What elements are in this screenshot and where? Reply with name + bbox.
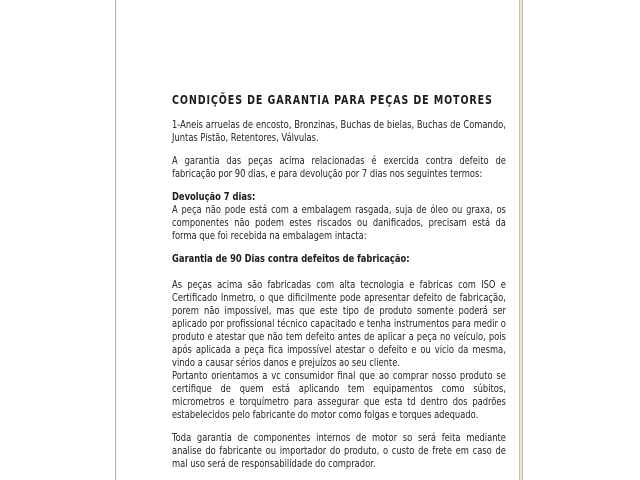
section-devolucao-paragraph: A peça não pode está com a embalagem rasgada, suja de óleo ou graxa, os componentes não podem estes riscados ou danificados, precisam está da forma que foi recebida na embalagem intacta: bbox=[172, 204, 506, 242]
right-page-rule bbox=[519, 0, 523, 480]
section-devolucao bbox=[172, 191, 506, 243]
document-title: CONDIÇÕES DE GARANTIA PARA PEÇAS DE MOTORES bbox=[172, 93, 493, 107]
document-body bbox=[172, 94, 506, 480]
section-devolucao-heading: Devolução 7 dias: bbox=[172, 191, 256, 203]
section-garantia-heading: Garantia de 90 Dias contra defeitos de fabricação: bbox=[172, 253, 410, 265]
closing-note-paragraph: Toda garantia de componentes internos de motor so será feita mediante analise do fabricante ou importador do produto, o custo de frete em caso de mal uso será de responsabilidade do comprador. bbox=[172, 432, 506, 470]
section-garantia-90-dias bbox=[172, 253, 506, 422]
left-page-rule bbox=[115, 0, 116, 480]
warranty-summary-paragraph: A garantia das peças acima relacionadas é exercida contra defeito de fabricação por 90 dias, e para devolução por 7 dias nos seguintes termos: bbox=[172, 155, 506, 180]
parts-list-paragraph: 1-Aneis arruelas de encosto, Bronzinas, Buchas de bielas, Buchas de Comando, Juntas Pistão, Retentores, Válvulas. bbox=[172, 119, 506, 144]
section-garantia-paragraph-2: Portanto orientamos a vc consumidor final que ao comprar nosso produto se certifique de quem está aplicando tem equipamentos como súbitos, micrometros e torquímetro para assegurar que esta td dentro dos padrões estabelecidos pelo fabricante do motor como folgas e torques adequado. bbox=[172, 370, 506, 421]
section-garantia-paragraph-1: As peças acima são fabricadas com alta tecnologia e fabricas com ISO e Certificado Inmetro, o que dificilmente pode apresentar defeito de fabricação, porem não impossível, mas que este tipo de produto somente poderá ser aplicado por profissional técnico capacitado e tenha instrumentos para medir o produto e atestar que não tem defeito antes de aplicar a peça no veículo, pois após aplicada a peça fica impossível atestar o defeito e ou vicio da mesma, vindo a causar sérios danos e prejuízos ao seu cliente. bbox=[172, 279, 506, 369]
